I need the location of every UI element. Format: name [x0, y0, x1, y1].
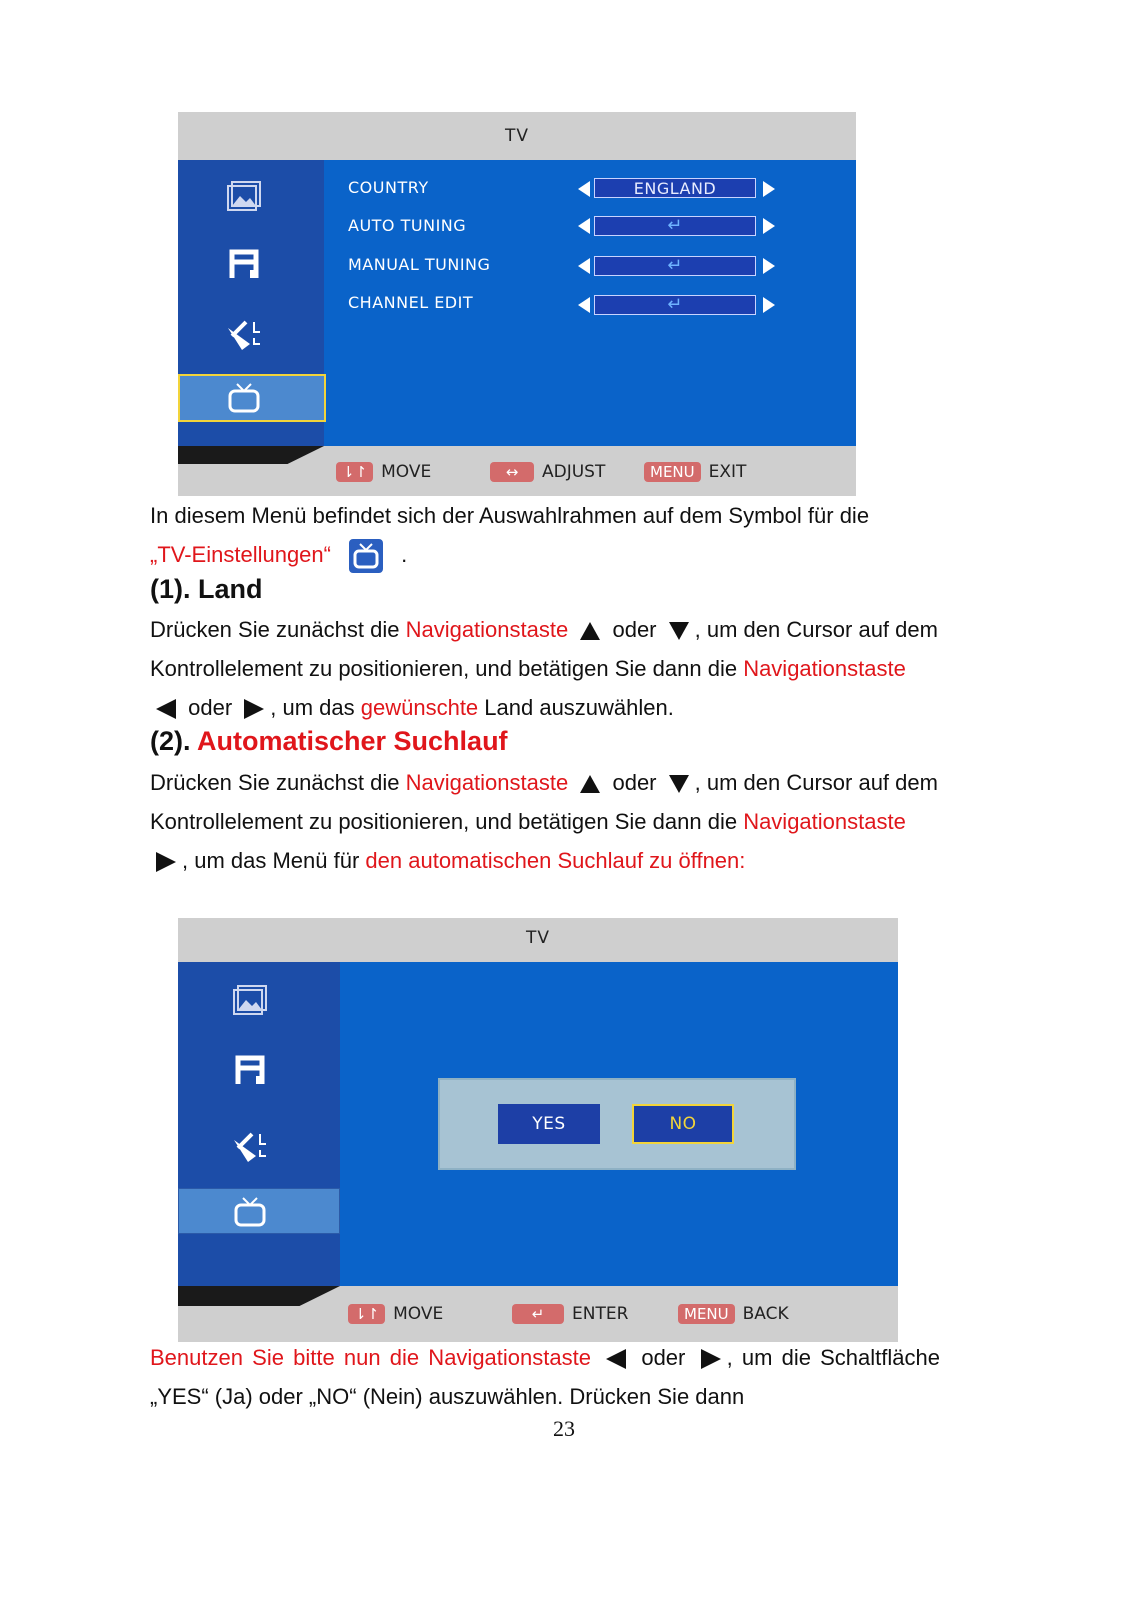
footer-move — [336, 462, 431, 482]
nav-key-name: Navigationstaste — [743, 809, 906, 834]
heading-number: (2). — [150, 726, 191, 756]
up-arrow-icon — [580, 775, 600, 793]
menu-key: MENU — [644, 462, 701, 482]
section-autosearch-paragraph — [150, 763, 940, 880]
up-arrow-icon — [580, 622, 600, 640]
text-run: Drücken Sie zunächst die — [150, 617, 406, 642]
menu-title: TV — [525, 928, 550, 948]
enter-label: ENTER — [572, 1304, 629, 1324]
sound-icon[interactable] — [230, 1050, 270, 1090]
text-run: oder — [606, 617, 663, 642]
text-run: Drücken Sie zunächst die — [150, 770, 406, 795]
footer-move — [348, 1304, 443, 1324]
emphasis: den automatischen Suchlauf zu öffnen: — [365, 848, 746, 873]
no-button[interactable]: NO — [632, 1104, 734, 1144]
footer-adjust — [490, 462, 605, 482]
down-arrow-icon — [669, 622, 689, 640]
left-arrow-icon — [606, 1349, 626, 1369]
move-label: MOVE — [381, 462, 432, 482]
channel-edit-enter[interactable] — [594, 295, 756, 315]
text-run: , um den Cursor auf dem Kontrollelement zu positionieren, und betätigen Sie dann die — [150, 617, 938, 681]
enter-icon: ↵ — [667, 294, 683, 315]
right-arrow-icon — [244, 699, 264, 719]
text-run: Land auszuwählen. — [478, 695, 674, 720]
down-arrow-icon — [669, 775, 689, 793]
section-autosearch-heading — [150, 726, 508, 757]
emphasis: gewünschte — [360, 695, 479, 720]
enter-icon: ↵ — [667, 215, 683, 236]
right-arrow-icon[interactable] — [763, 218, 775, 234]
intro-paragraph — [150, 496, 940, 574]
tv-settings-name: „TV-Einstellungen“ — [150, 542, 331, 567]
menu-row-channel-edit[interactable]: CHANNEL EDIT — [348, 293, 474, 312]
text-run: , um den Cursor auf dem Kontrollelement zu positionieren, und betätigen Sie dann die — [150, 770, 938, 834]
heading-title: Automatischer Suchlauf — [197, 726, 508, 756]
menu-title: TV — [504, 126, 529, 146]
enter-key-icon: ↵ — [512, 1304, 564, 1324]
yes-button[interactable]: YES — [498, 1104, 600, 1144]
tv-autosearch-screenshot — [178, 918, 898, 1342]
text-run: oder — [606, 770, 663, 795]
left-arrow-icon — [156, 699, 176, 719]
country-value[interactable]: ENGLAND — [594, 178, 756, 198]
intro-text: In diesem Menü befindet sich der Auswahlrahmen auf dem Symbol für die — [150, 503, 870, 528]
picture-icon[interactable] — [230, 982, 270, 1022]
enter-icon: ↵ — [667, 255, 683, 276]
nav-key-name: Navigationstaste — [405, 617, 569, 642]
tv-settings-icon — [349, 539, 383, 573]
sidebar-footer — [178, 1286, 340, 1306]
adjust-key-icon: ↔ — [490, 462, 534, 482]
tv-menu-screenshot — [178, 112, 856, 496]
picture-icon[interactable] — [224, 178, 264, 218]
text-run: , um das Menü für — [182, 848, 366, 873]
footer-back — [678, 1304, 789, 1324]
footer-exit — [644, 462, 746, 482]
setup-icon[interactable] — [230, 1126, 270, 1166]
page-number: 23 — [553, 1416, 575, 1441]
manual-tuning-enter[interactable] — [594, 256, 756, 276]
move-key-icon: ⇂↾ — [348, 1304, 385, 1324]
left-arrow-icon[interactable] — [578, 218, 590, 234]
nav-key-name: Navigationstaste — [405, 770, 569, 795]
move-label: MOVE — [393, 1304, 444, 1324]
right-arrow-icon — [701, 1349, 721, 1369]
right-arrow-icon[interactable] — [763, 258, 775, 274]
menu-key: MENU — [678, 1304, 735, 1324]
left-arrow-icon[interactable] — [578, 258, 590, 274]
closing-paragraph — [150, 1338, 940, 1416]
exit-label: EXIT — [708, 462, 747, 482]
sidebar-footer — [178, 446, 324, 464]
confirm-dialog — [438, 1078, 796, 1170]
left-arrow-icon[interactable] — [578, 297, 590, 313]
right-arrow-icon — [156, 852, 176, 872]
text-run: oder — [182, 695, 239, 720]
auto-tuning-enter[interactable] — [594, 216, 756, 236]
sound-icon[interactable] — [224, 244, 264, 284]
intro-period: . — [401, 542, 408, 567]
tv-icon[interactable] — [230, 1190, 270, 1230]
menu-row-country[interactable]: COUNTRY — [348, 178, 429, 197]
text-run: oder — [632, 1345, 695, 1370]
setup-icon[interactable] — [224, 314, 264, 354]
section-land-paragraph — [150, 610, 940, 727]
right-arrow-icon[interactable] — [763, 297, 775, 313]
text-run: , um das — [270, 695, 361, 720]
tv-icon[interactable] — [224, 376, 264, 416]
text-run: , um die Schaltfläche „YES“ (Ja) oder „NO“ (Nein) auszuwählen. Drücken Sie dann — [150, 1345, 940, 1409]
adjust-label: ADJUST — [542, 462, 606, 482]
closing-red-text: Benutzen Sie bitte nun die Navigationstaste — [150, 1345, 591, 1370]
section-land-heading: (1). Land — [150, 574, 263, 604]
back-label: BACK — [742, 1304, 789, 1324]
move-key-icon: ⇂↾ — [336, 462, 373, 482]
right-arrow-icon[interactable] — [763, 181, 775, 197]
footer-enter — [512, 1304, 628, 1324]
menu-row-manual-tuning[interactable]: MANUAL TUNING — [348, 255, 491, 274]
nav-key-name: Navigationstaste — [743, 656, 906, 681]
left-arrow-icon[interactable] — [578, 181, 590, 197]
menu-row-auto-tuning[interactable]: AUTO TUNING — [348, 216, 467, 235]
